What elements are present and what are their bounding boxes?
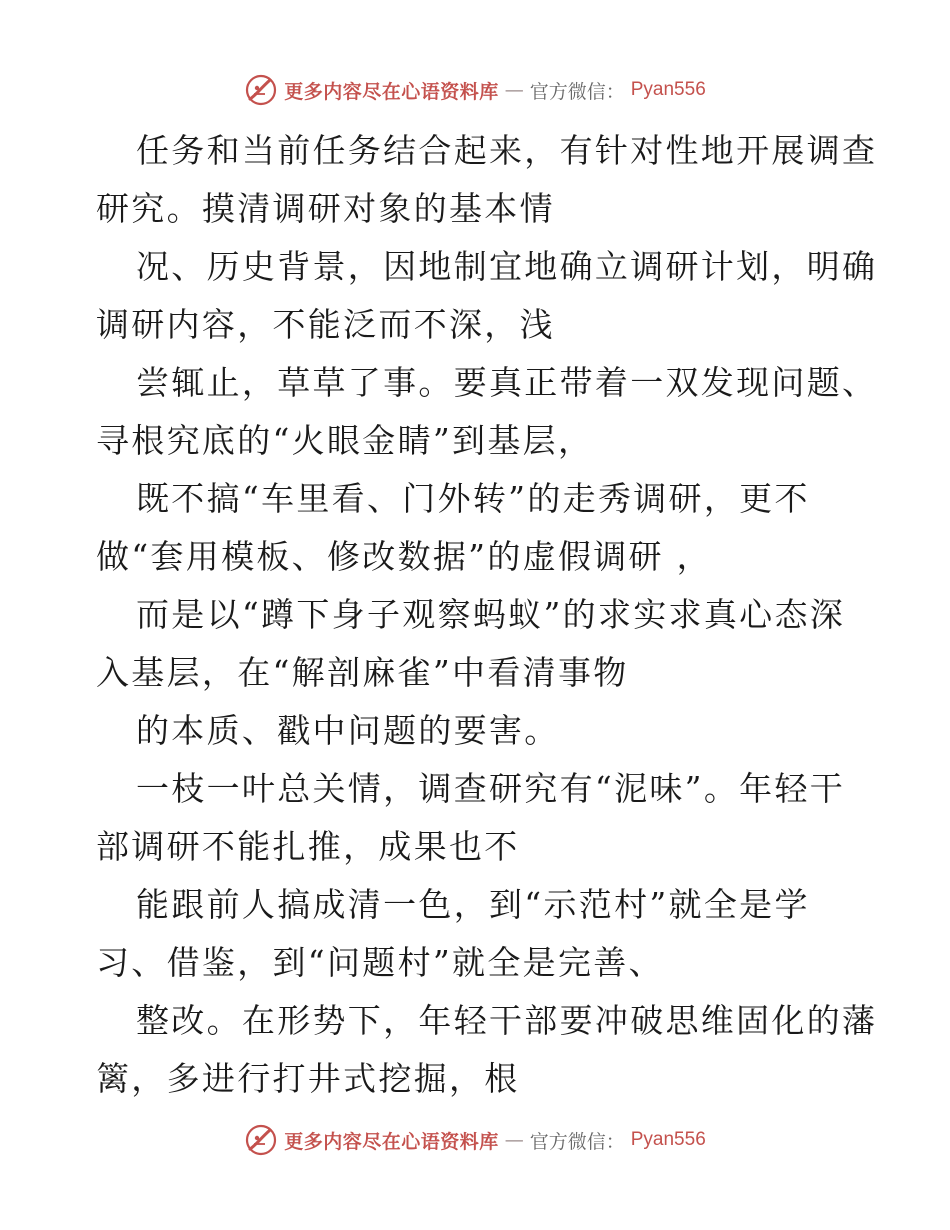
wechat-label: 官方微信：: [529, 1130, 625, 1153]
paragraph: [96, 992, 878, 1108]
wechat-id: Pyan556: [630, 79, 706, 100]
wechat-id: Pyan556: [630, 1129, 706, 1150]
paragraph-line: 寻根究底的“火眼金睛”到基层，: [96, 421, 594, 460]
pen-logo-icon: [244, 1123, 278, 1157]
paragraph-line: 况、历史背景，因地制宜地确立调研计划，明确: [136, 247, 878, 286]
paragraph-line: 研究。摸清调研对象的基本情: [96, 189, 555, 228]
paragraph-line: 整改。在形势下，年轻干部要冲破思维固化的藩: [136, 1001, 878, 1040]
paragraph-line: 的本质、戳中问题的要害。: [136, 711, 560, 750]
paragraph-line: 任务和当前任务结合起来，有针对性地开展调查: [136, 131, 878, 170]
paragraph-line: 而是以“蹲下身子观察蚂蚁”的求实求真心态深: [136, 595, 846, 634]
watermark-text: 更多内容尽在心语资料库: [284, 1130, 499, 1153]
paragraph-line: 既不搞“车里看、门外转”的走秀调研，更不: [136, 479, 810, 518]
watermark-text: 更多内容尽在心语资料库: [284, 80, 499, 103]
header-watermark: [0, 70, 950, 110]
watermark-separator: —: [504, 1129, 524, 1151]
paragraph: [96, 122, 878, 238]
paragraph-line: 调研内容，不能泛而不深，浅: [96, 305, 555, 344]
paragraph-line: 习、借鉴，到“问题村”就全是完善、: [96, 943, 664, 982]
paragraph-line: 一枝一叶总关情，调查研究有“泥味”。年轻干: [136, 769, 846, 808]
paragraph: [96, 702, 866, 760]
paragraph-line: 入基层，在“解剖麻雀”中看清事物: [96, 653, 629, 692]
paragraph: [96, 354, 878, 470]
paragraph: [96, 760, 866, 876]
paragraph: [96, 876, 866, 992]
paragraph: [96, 586, 866, 702]
pen-logo-icon: [244, 73, 278, 107]
wechat-label: 官方微信：: [529, 80, 625, 103]
paragraph-line: 篱，多进行打井式挖掘，根: [96, 1059, 520, 1098]
document-body: [96, 122, 878, 1108]
watermark-separator: —: [504, 79, 524, 101]
paragraph: [96, 238, 878, 354]
paragraph-line: 做“套用模板、修改数据”的虚假调研 ，: [96, 537, 712, 576]
footer-watermark: [0, 1120, 950, 1160]
paragraph: [96, 470, 866, 586]
paragraph-line: 尝辄止，草草了事。要真正带着一双发现问题、: [136, 363, 878, 402]
paragraph-line: 能跟前人搞成清一色，到“示范村”就全是学: [136, 885, 810, 924]
paragraph-line: 部调研不能扎推，成果也不: [96, 827, 520, 866]
